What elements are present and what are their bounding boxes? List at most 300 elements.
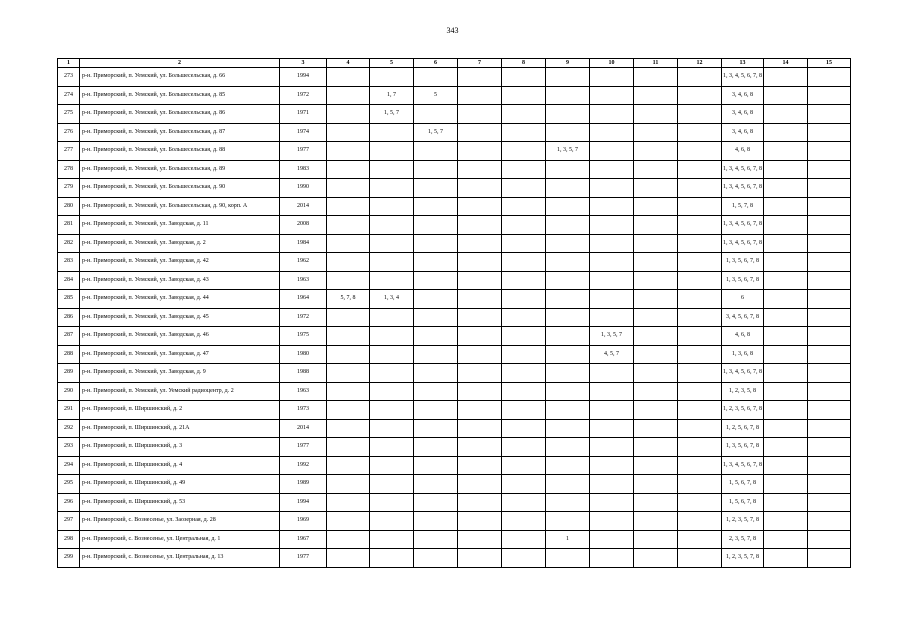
table-row <box>58 345 851 364</box>
address-cell: р-н. Приморский, п. Уемский, ул. Большесельская, д. 66 <box>80 68 280 87</box>
year-cell: 1988 <box>280 364 327 383</box>
table-cell <box>634 308 678 327</box>
table-cell <box>458 308 502 327</box>
table-cell: 3, 4, 6, 8 <box>722 86 764 105</box>
table-cell <box>414 179 458 198</box>
year-cell: 2014 <box>280 197 327 216</box>
table-cell <box>634 364 678 383</box>
row-number-cell: 283 <box>58 253 80 272</box>
table-cell: 1, 2, 3, 5, 8 <box>722 382 764 401</box>
table-cell: 5 <box>414 86 458 105</box>
table-cell <box>634 419 678 438</box>
table-cell <box>458 253 502 272</box>
table-cell <box>414 105 458 124</box>
table-cell <box>327 530 370 549</box>
column-header: 5 <box>370 59 414 68</box>
table-cell <box>678 290 722 309</box>
table-cell <box>458 271 502 290</box>
table-cell: 3, 4, 6, 8 <box>722 123 764 142</box>
table-cell <box>370 160 414 179</box>
table-cell <box>634 271 678 290</box>
year-cell: 1967 <box>280 530 327 549</box>
table-cell: 1, 3, 4, 5, 6, 7, 8 <box>722 364 764 383</box>
year-cell: 1977 <box>280 549 327 568</box>
table-cell <box>808 475 851 494</box>
year-cell: 1990 <box>280 179 327 198</box>
table-cell: 1 <box>546 530 590 549</box>
address-cell: р-н. Приморский, с. Вознесенье, ул. Заозерная, д. 28 <box>80 512 280 531</box>
table-cell <box>327 308 370 327</box>
table-cell <box>634 382 678 401</box>
column-header: 15 <box>808 59 851 68</box>
table-cell: 1, 3, 6, 8 <box>722 345 764 364</box>
table-cell <box>678 197 722 216</box>
table-cell <box>414 438 458 457</box>
table-cell <box>502 530 546 549</box>
row-number-cell: 287 <box>58 327 80 346</box>
table-cell <box>678 419 722 438</box>
address-cell: р-н. Приморский, п. Уемский, ул. Заводская, д. 47 <box>80 345 280 364</box>
table-cell: 1, 5, 7, 8 <box>722 197 764 216</box>
table-cell <box>370 234 414 253</box>
table-cell <box>458 512 502 531</box>
row-number-cell: 292 <box>58 419 80 438</box>
row-number-cell: 286 <box>58 308 80 327</box>
table-cell <box>458 438 502 457</box>
table-cell <box>458 105 502 124</box>
address-cell: р-н. Приморский, п. Ширшинский, д. 53 <box>80 493 280 512</box>
table-cell <box>546 475 590 494</box>
table-cell <box>764 197 808 216</box>
year-cell: 1969 <box>280 512 327 531</box>
table-cell: 1, 5, 7 <box>370 105 414 124</box>
table-cell <box>502 160 546 179</box>
table-cell <box>414 327 458 346</box>
column-header: 8 <box>502 59 546 68</box>
table-cell <box>678 105 722 124</box>
table-cell <box>458 475 502 494</box>
table-cell <box>458 142 502 161</box>
row-number-cell: 289 <box>58 364 80 383</box>
table-cell <box>458 327 502 346</box>
table-cell <box>502 345 546 364</box>
table-cell <box>370 419 414 438</box>
table-cell <box>327 68 370 87</box>
table-row <box>58 475 851 494</box>
table-cell <box>634 345 678 364</box>
table-cell <box>678 160 722 179</box>
table-cell <box>458 68 502 87</box>
table-cell <box>370 382 414 401</box>
table-cell <box>502 382 546 401</box>
table-cell <box>590 382 634 401</box>
table-row <box>58 438 851 457</box>
table-cell <box>458 160 502 179</box>
table-cell <box>678 475 722 494</box>
table-cell <box>327 364 370 383</box>
table-cell <box>327 327 370 346</box>
table-cell <box>808 179 851 198</box>
row-number-cell: 273 <box>58 68 80 87</box>
table-cell <box>590 234 634 253</box>
row-number-cell: 282 <box>58 234 80 253</box>
header-row <box>58 59 851 68</box>
table-cell <box>458 364 502 383</box>
address-cell: р-н. Приморский, с. Вознесенье, ул. Центральная, д. 13 <box>80 549 280 568</box>
table-cell <box>590 438 634 457</box>
table-cell <box>808 105 851 124</box>
table-cell <box>327 234 370 253</box>
table-cell: 3, 4, 6, 8 <box>722 105 764 124</box>
table-cell <box>458 123 502 142</box>
table-cell <box>370 327 414 346</box>
row-number-cell: 285 <box>58 290 80 309</box>
table-row <box>58 493 851 512</box>
table-cell <box>546 364 590 383</box>
table-cell <box>634 123 678 142</box>
table-row <box>58 549 851 568</box>
address-cell: р-н. Приморский, п. Уемский, ул. Большесельская, д. 88 <box>80 142 280 161</box>
table-cell: 6 <box>722 290 764 309</box>
table-cell: 1, 2, 3, 5, 7, 8 <box>722 512 764 531</box>
address-cell: р-н. Приморский, п. Уемский, ул. Заводская, д. 2 <box>80 234 280 253</box>
table-cell <box>502 197 546 216</box>
table-cell <box>678 345 722 364</box>
column-header: 14 <box>764 59 808 68</box>
table-cell <box>764 475 808 494</box>
table-cell: 1, 3, 5, 6, 7, 8 <box>722 271 764 290</box>
year-cell: 1971 <box>280 105 327 124</box>
table-cell: 1, 2, 3, 5, 7, 8 <box>722 549 764 568</box>
table-row <box>58 327 851 346</box>
table-cell <box>327 493 370 512</box>
table-cell <box>590 86 634 105</box>
table-cell <box>458 401 502 420</box>
address-cell: р-н. Приморский, п. Ширшинский, д. 49 <box>80 475 280 494</box>
table-row <box>58 234 851 253</box>
table-cell <box>634 475 678 494</box>
table-cell <box>458 493 502 512</box>
table-cell <box>634 290 678 309</box>
row-number-cell: 276 <box>58 123 80 142</box>
table-cell <box>502 493 546 512</box>
address-cell: р-н. Приморский, п. Уемский, ул. Большесельская, д. 90, корп. А <box>80 197 280 216</box>
column-header: 11 <box>634 59 678 68</box>
column-header: 2 <box>80 59 280 68</box>
table-cell: 1, 5, 6, 7, 8 <box>722 493 764 512</box>
table-cell <box>764 438 808 457</box>
table-cell <box>590 142 634 161</box>
table-cell <box>327 216 370 235</box>
year-cell: 1977 <box>280 438 327 457</box>
table-cell <box>590 179 634 198</box>
table-cell <box>808 308 851 327</box>
table-cell <box>808 327 851 346</box>
table-cell <box>590 216 634 235</box>
table-row <box>58 308 851 327</box>
table-cell: 1, 2, 3, 5, 6, 7, 8 <box>722 401 764 420</box>
table-cell <box>502 142 546 161</box>
table-cell <box>370 364 414 383</box>
table-row <box>58 197 851 216</box>
row-number-cell: 295 <box>58 475 80 494</box>
table-cell <box>502 123 546 142</box>
table-cell <box>678 456 722 475</box>
table-cell <box>764 105 808 124</box>
year-cell: 1989 <box>280 475 327 494</box>
table-cell: 1, 3, 4, 5, 6, 7, 8 <box>722 456 764 475</box>
address-cell: р-н. Приморский, п. Уемский, ул. Уемский радиоцентр, д. 2 <box>80 382 280 401</box>
table-cell <box>502 253 546 272</box>
table-cell <box>327 512 370 531</box>
year-cell: 1980 <box>280 345 327 364</box>
table-cell <box>808 456 851 475</box>
table-cell: 4, 6, 8 <box>722 327 764 346</box>
table-cell <box>414 493 458 512</box>
table-cell <box>327 419 370 438</box>
row-number-cell: 291 <box>58 401 80 420</box>
table-cell <box>414 308 458 327</box>
table-cell <box>764 160 808 179</box>
table-cell <box>414 530 458 549</box>
table-cell: 4, 5, 7 <box>590 345 634 364</box>
table-cell <box>634 142 678 161</box>
table-row <box>58 530 851 549</box>
table-cell: 1, 3, 4, 5, 6, 7, 8 <box>722 68 764 87</box>
address-cell: р-н. Приморский, п. Ширшинский, д. 21А <box>80 419 280 438</box>
table-cell <box>764 401 808 420</box>
table-row <box>58 419 851 438</box>
table-row <box>58 179 851 198</box>
table-cell <box>808 160 851 179</box>
table-cell <box>634 401 678 420</box>
table-cell <box>546 271 590 290</box>
table-cell <box>546 86 590 105</box>
table-cell <box>764 308 808 327</box>
year-cell: 1964 <box>280 290 327 309</box>
table-cell <box>678 216 722 235</box>
table-row <box>58 290 851 309</box>
table-cell <box>764 530 808 549</box>
table-cell <box>808 401 851 420</box>
table-cell <box>414 160 458 179</box>
table-cell <box>502 549 546 568</box>
table-cell <box>590 271 634 290</box>
table-cell <box>590 290 634 309</box>
table-cell <box>546 160 590 179</box>
table-cell <box>370 197 414 216</box>
table-cell <box>414 271 458 290</box>
year-cell: 1994 <box>280 68 327 87</box>
table-cell <box>546 345 590 364</box>
table-cell <box>370 142 414 161</box>
row-number-cell: 299 <box>58 549 80 568</box>
table-cell <box>370 253 414 272</box>
row-number-cell: 293 <box>58 438 80 457</box>
row-number-cell: 278 <box>58 160 80 179</box>
table-cell <box>808 271 851 290</box>
table-cell <box>546 456 590 475</box>
table-row <box>58 123 851 142</box>
table-cell <box>678 401 722 420</box>
row-number-cell: 274 <box>58 86 80 105</box>
table-cell <box>590 197 634 216</box>
table-cell <box>370 216 414 235</box>
table-cell <box>327 438 370 457</box>
table-cell <box>502 419 546 438</box>
address-cell: р-н. Приморский, п. Уемский, ул. Заводская, д. 44 <box>80 290 280 309</box>
table-cell: 1, 3, 4 <box>370 290 414 309</box>
table-cell <box>502 68 546 87</box>
table-row <box>58 456 851 475</box>
address-cell: р-н. Приморский, п. Уемский, ул. Заводская, д. 11 <box>80 216 280 235</box>
table-row <box>58 216 851 235</box>
table-cell <box>458 345 502 364</box>
table-cell <box>546 493 590 512</box>
table-cell <box>546 401 590 420</box>
column-header: 12 <box>678 59 722 68</box>
row-number-cell: 281 <box>58 216 80 235</box>
table-cell <box>370 401 414 420</box>
table-cell <box>502 327 546 346</box>
table-cell <box>634 160 678 179</box>
table-cell <box>546 216 590 235</box>
year-cell: 1972 <box>280 86 327 105</box>
table-cell: 1, 7 <box>370 86 414 105</box>
table-cell <box>546 68 590 87</box>
address-cell: р-н. Приморский, п. Уемский, ул. Заводская, д. 42 <box>80 253 280 272</box>
table-cell <box>764 456 808 475</box>
table-row <box>58 68 851 87</box>
year-cell: 1972 <box>280 308 327 327</box>
table-cell <box>678 530 722 549</box>
table-cell <box>678 364 722 383</box>
table-cell <box>458 456 502 475</box>
address-cell: р-н. Приморский, п. Ширшинский, д. 3 <box>80 438 280 457</box>
table-cell <box>414 142 458 161</box>
table-cell <box>458 549 502 568</box>
table-cell <box>808 530 851 549</box>
table-cell <box>678 327 722 346</box>
year-cell: 2014 <box>280 419 327 438</box>
table-cell: 1, 3, 5, 7 <box>546 142 590 161</box>
column-header: 7 <box>458 59 502 68</box>
table-cell <box>458 530 502 549</box>
table-row <box>58 364 851 383</box>
table-cell <box>327 160 370 179</box>
table-cell <box>414 401 458 420</box>
table-cell <box>808 234 851 253</box>
table-cell <box>764 364 808 383</box>
table-cell <box>764 382 808 401</box>
table-cell <box>764 68 808 87</box>
table-cell <box>370 308 414 327</box>
table-cell <box>764 86 808 105</box>
table-row <box>58 142 851 161</box>
table-cell <box>678 68 722 87</box>
table-cell <box>458 290 502 309</box>
table-cell <box>414 549 458 568</box>
table-cell <box>678 308 722 327</box>
table-cell <box>678 271 722 290</box>
table-cell <box>327 253 370 272</box>
table-cell <box>808 253 851 272</box>
row-number-cell: 298 <box>58 530 80 549</box>
table-cell <box>634 327 678 346</box>
table-cell <box>764 549 808 568</box>
table-cell <box>370 271 414 290</box>
address-cell: р-н. Приморский, п. Уемский, ул. Большесельская, д. 85 <box>80 86 280 105</box>
table-cell <box>327 271 370 290</box>
table-cell <box>678 549 722 568</box>
table-cell <box>678 142 722 161</box>
column-header: 13 <box>722 59 764 68</box>
table-cell: 4, 6, 8 <box>722 142 764 161</box>
table-cell: 1, 2, 5, 6, 7, 8 <box>722 419 764 438</box>
table-cell <box>808 290 851 309</box>
table-cell <box>327 142 370 161</box>
table-cell <box>764 493 808 512</box>
table-cell <box>678 123 722 142</box>
table-cell <box>502 401 546 420</box>
table-cell <box>764 253 808 272</box>
table-cell <box>546 308 590 327</box>
column-header: 6 <box>414 59 458 68</box>
row-number-cell: 297 <box>58 512 80 531</box>
table-cell <box>808 512 851 531</box>
table-cell <box>414 234 458 253</box>
table-cell <box>808 438 851 457</box>
address-cell: р-н. Приморский, п. Уемский, ул. Заводская, д. 45 <box>80 308 280 327</box>
table-cell <box>590 475 634 494</box>
address-cell: р-н. Приморский, п. Уемский, ул. Большесельская, д. 86 <box>80 105 280 124</box>
table-cell <box>370 438 414 457</box>
table-row <box>58 401 851 420</box>
table-cell <box>414 290 458 309</box>
table-cell <box>808 345 851 364</box>
row-number-cell: 279 <box>58 179 80 198</box>
table-cell <box>590 419 634 438</box>
table-cell <box>546 327 590 346</box>
table-cell <box>502 456 546 475</box>
address-cell: р-н. Приморский, п. Уемский, ул. Большесельская, д. 87 <box>80 123 280 142</box>
column-header: 4 <box>327 59 370 68</box>
year-cell: 1973 <box>280 401 327 420</box>
table-cell <box>458 382 502 401</box>
table-cell <box>764 512 808 531</box>
table-cell <box>634 86 678 105</box>
year-cell: 2008 <box>280 216 327 235</box>
row-number-cell: 294 <box>58 456 80 475</box>
table-cell <box>678 438 722 457</box>
table-cell <box>502 271 546 290</box>
table-row <box>58 382 851 401</box>
table-cell <box>634 493 678 512</box>
table-cell <box>546 549 590 568</box>
table-cell <box>502 364 546 383</box>
table-cell <box>414 456 458 475</box>
table-cell <box>502 179 546 198</box>
table-cell <box>634 234 678 253</box>
table-cell <box>458 216 502 235</box>
table-cell <box>502 475 546 494</box>
table-cell <box>590 493 634 512</box>
year-cell: 1983 <box>280 160 327 179</box>
year-cell: 1963 <box>280 382 327 401</box>
table-cell <box>590 512 634 531</box>
table-row <box>58 105 851 124</box>
address-cell: р-н. Приморский, п. Ширшинский, д. 4 <box>80 456 280 475</box>
